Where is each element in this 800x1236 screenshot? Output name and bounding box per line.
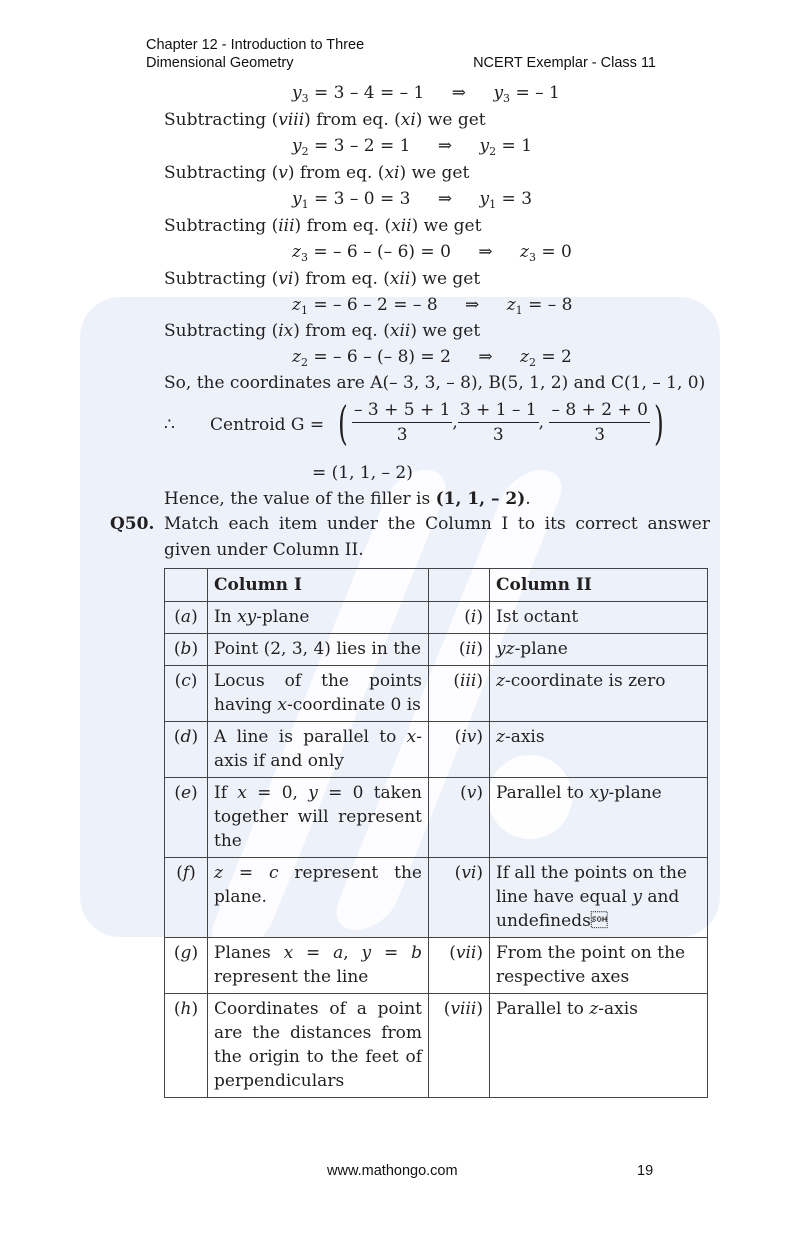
equation-y2: $y_2 = 3 - 2 = 1$ ⇒ $y_2 = 1$ (292, 136, 533, 158)
column-2-label: (v) (429, 778, 490, 858)
column-2-item: z-coordinate is zero (490, 666, 708, 722)
match-table (164, 568, 708, 1098)
column-2-label: (ii) (429, 634, 490, 666)
table-row (165, 666, 708, 722)
column-1-item: Planes x = a, y = b represent the line (208, 938, 429, 994)
column-2-item: Parallel to xy-plane (490, 778, 708, 858)
table-row (165, 994, 708, 1098)
footer-website: www.mathongo.com (327, 1163, 458, 1179)
column-2-item: yz-plane (490, 634, 708, 666)
column-2-item: Ist octant (490, 602, 708, 634)
column-2-label: (vii) (429, 938, 490, 994)
therefore-symbol: ∴ (164, 415, 175, 435)
equation-z3: $z_3$ = – 6 – (– 6) = 0 ⇒ $z_3 = 0$ (292, 242, 572, 264)
header-column-1: Column I (208, 569, 429, 602)
column-1-label: (d) (165, 722, 208, 778)
implies-arrow: ⇒ (478, 242, 493, 262)
implies-arrow: ⇒ (465, 295, 480, 315)
chapter-title (146, 36, 364, 72)
column-1-label: (a) (165, 602, 208, 634)
header-blank-2 (429, 569, 490, 602)
centroid-fraction-group: ( $\frac{- 3 + 5 + 1}{3}$ , $\frac{3 + 1 - 1}{3}$ , $\frac{- 8 + 2 + 0}{3}$ ) (338, 395, 664, 450)
implies-arrow: ⇒ (437, 189, 453, 209)
open-paren: ( (338, 395, 348, 450)
coordinates-statement: So, the coordinates are A(– 3, 3, – 8), B(5, 1, 2) and C(1, – 1, 0) (164, 373, 706, 393)
column-1-label: (c) (165, 666, 208, 722)
column-2-label: (i) (429, 602, 490, 634)
equation-y1: $y_1 = 3 - 0 = 3$ ⇒ $y_1 = 3$ (292, 189, 533, 211)
column-1-item: In xy-plane (208, 602, 429, 634)
question-text-line2: given under Column II. (164, 540, 364, 560)
column-1-label: (h) (165, 994, 208, 1098)
step-text: Subtracting (v) from eq. (xi) we get (164, 163, 470, 183)
table-row (165, 938, 708, 994)
column-1-label: (g) (165, 938, 208, 994)
column-2-label: (vi) (429, 858, 490, 938)
question-number: Q50. (110, 514, 155, 534)
question-50 (110, 511, 710, 563)
chapter-title-line1: Chapter 12 - Introduction to Three (146, 37, 365, 53)
column-1-label: (e) (165, 778, 208, 858)
centroid-label: Centroid G = (210, 415, 325, 435)
header-column-2: Column II (490, 569, 708, 602)
column-1-item: Coordinates of a point are the distances from the origin to the feet of perpendiculars (208, 994, 429, 1098)
step-text: Subtracting (ix) from eq. (xii) we get (164, 321, 481, 341)
step-text: Subtracting (iii) from eq. (xii) we get (164, 216, 482, 236)
column-1-item: Point (2, 3, 4) lies in the (208, 634, 429, 666)
table-row (165, 602, 708, 634)
fraction-z: $\frac{- 8 + 2 + 0}{3}$ (551, 400, 648, 445)
column-1-label: (b) (165, 634, 208, 666)
centroid-result: = (1, 1, – 2) (312, 463, 413, 483)
implies-arrow: ⇒ (451, 83, 467, 103)
column-2-item: If all the points on the line have equal y and undefineds (490, 858, 708, 938)
column-2-item: z-axis (490, 722, 708, 778)
equation-y3: $y_3 = 3 - 4$ = – 1 ⇒ $y_3$ = – 1 (292, 83, 560, 105)
column-2-item: Parallel to z-axis (490, 994, 708, 1098)
table-row (165, 634, 708, 666)
column-1-item: z = c represent the plane. (208, 858, 429, 938)
answer-value: (1, 1, – 2) (435, 489, 526, 509)
equation-z1: $z_1$ = – 6 – 2 = – 8 ⇒ $z_1$ = – 8 (292, 295, 573, 317)
step-text: Subtracting (vi) from eq. (xii) we get (164, 269, 481, 289)
table-row (165, 858, 708, 938)
column-2-label: (iv) (429, 722, 490, 778)
answer-statement: Hence, the value of the filler is (1, 1, – 2). (164, 489, 531, 509)
column-1-item: Locus of the points having x-coordinate 0 is (208, 666, 429, 722)
column-2-label: (iii) (429, 666, 490, 722)
equation-z2: $z_2$ = – 6 – (– 8) = 2 ⇒ $z_2 = 2$ (292, 347, 572, 369)
implies-arrow: ⇒ (437, 136, 453, 156)
table-row (165, 722, 708, 778)
question-text-line1: Match each item under the Column I to its correct answer (164, 514, 710, 534)
column-1-label: (f) (165, 858, 208, 938)
column-2-label: (viii) (429, 994, 490, 1098)
table-row (165, 778, 708, 858)
chapter-title-line2: Dimensional Geometry (146, 55, 294, 71)
step-text: Subtracting (viii) from eq. (xi) we get (164, 110, 486, 130)
column-1-item: If x = 0, y = 0 taken together will represent the (208, 778, 429, 858)
table-header-row (165, 569, 708, 602)
book-title: NCERT Exemplar - Class 11 (473, 55, 656, 71)
header-blank-1 (165, 569, 208, 602)
implies-arrow: ⇒ (478, 347, 493, 367)
column-2-item: From the point on the respective axes (490, 938, 708, 994)
fraction-y: $\frac{3 + 1 - 1}{3}$ (459, 400, 537, 445)
close-paren: ) (653, 395, 664, 450)
column-1-item: A line is parallel to x-axis if and only (208, 722, 429, 778)
page-number: 19 (637, 1163, 654, 1179)
fraction-x: $\frac{- 3 + 5 + 1}{3}$ (353, 400, 451, 445)
